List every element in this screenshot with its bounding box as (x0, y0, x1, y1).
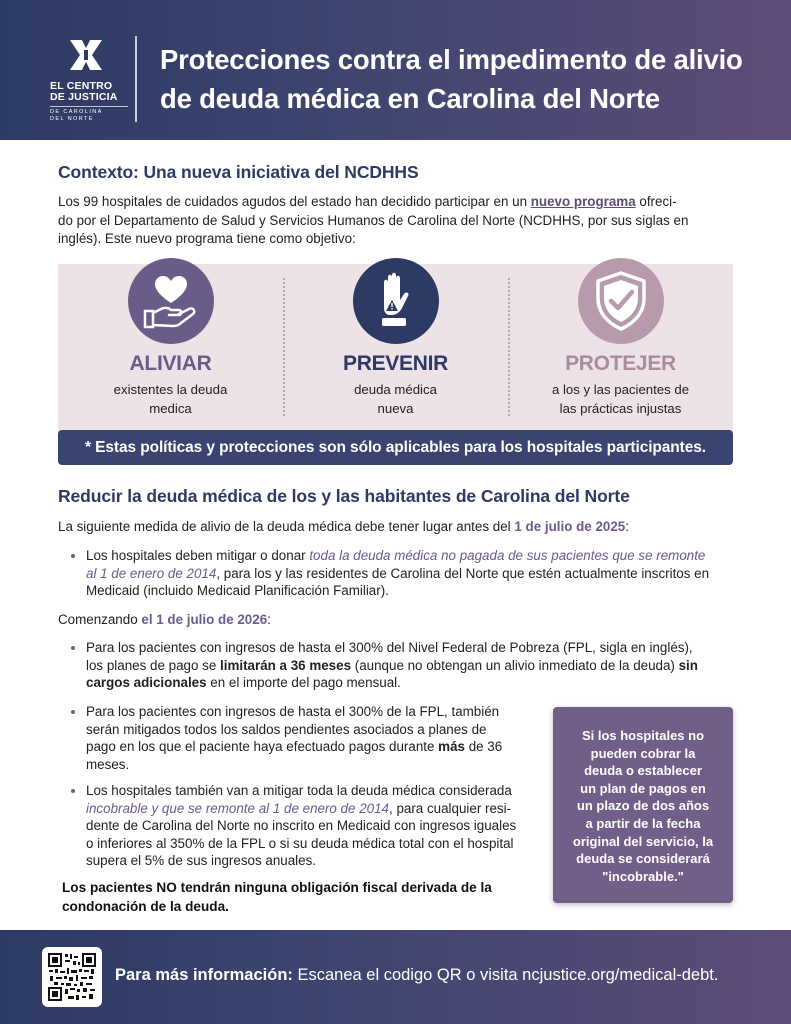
footer-banner (0, 930, 791, 1024)
goals-panel (58, 264, 733, 432)
bullet-text: , para los y las residentes de Carolina del Norte que estén actualmente inscritos en (216, 565, 710, 581)
page-title (160, 40, 760, 118)
bullet-text: en el importe del pago mensual. (206, 675, 401, 690)
bullet-line: Medicaid (incluido Medicaid Planificación Familiar). (86, 583, 389, 598)
bullet-text: Los hospitales deben mitigar o donar (86, 548, 310, 563)
bullet-line: supera el 5% de sus ingresos anuales. (86, 853, 317, 868)
reduce-heading: Reducir la deuda médica de los y las habitantes de Carolina del Norte (58, 486, 630, 506)
callout-line: un plazo de dos años (576, 798, 710, 814)
goal-prevenir (283, 264, 508, 432)
goal-protejer (508, 264, 733, 432)
callout-line: un plan de pagos en (580, 780, 706, 796)
bullet-line (86, 674, 736, 692)
goal-text (283, 380, 508, 418)
bullet-bold: limitarán a 36 meses (220, 657, 352, 673)
page-title-line2: de deuda médica en Carolina del Norte (160, 83, 660, 114)
logo-line2: DE JUSTICIA (50, 91, 118, 103)
start-text: Comenzando (58, 612, 142, 627)
goal-title: PROTEJER (565, 352, 676, 375)
goal-text-line2: nueva (377, 401, 414, 416)
reduce-intro (58, 518, 738, 537)
reduce-intro-text: : (625, 519, 629, 534)
context-line3: inglés). Este nuevo programa tiene como objetivo: (58, 231, 356, 246)
callout-line: original del servicio, la (572, 833, 714, 849)
bullet-line (86, 547, 736, 565)
bullet-line: serán mitigados todos los saldos pendientes asociados a planes de (86, 721, 487, 737)
bullet-bold: sin (678, 657, 698, 673)
bullet-bold: más (438, 739, 465, 754)
page-title-line1: Protecciones contra el impedimento de alivio (160, 44, 743, 75)
list-item (86, 639, 736, 692)
goal-aliviar (58, 264, 283, 432)
start-date: el 1 de julio de 2026 (141, 612, 268, 627)
header-banner (0, 0, 791, 140)
goal-text-line1: existentes la deuda (113, 382, 228, 397)
reduce-intro-text: La siguiente medida de alivio de la deuda médica debe tener lugar antes del (58, 519, 515, 534)
list-item (86, 703, 546, 773)
goal-title: ALIVIAR (129, 352, 212, 375)
goal-title: PREVENIR (343, 352, 448, 375)
bullet-emphasis: al 1 de enero de 2014 (86, 565, 217, 581)
reduce-intro-date: 1 de julio de 2025 (514, 519, 626, 534)
context-text: Los 99 hospitales de cuidados agudos del estado han decidido participar en un (58, 194, 531, 209)
goal-text (58, 380, 283, 418)
context-line2: do por el Departamento de Salud y Servicios Humanos de Carolina del Norte (NCDHHS, por sus siglas en (58, 212, 689, 228)
bullet-emphasis: toda la deuda médica no pagada de sus pacientes que se remonte (309, 548, 706, 563)
qr-code-icon[interactable] (42, 947, 102, 1007)
list-item (86, 547, 736, 600)
goal-text-line1: deuda médica (354, 382, 437, 397)
bullet-line (86, 800, 546, 818)
nuevo-programa-link[interactable]: nuevo programa (530, 194, 636, 209)
logo-mark-icon (68, 38, 104, 72)
logo-sub2: DEL NORTE (50, 116, 94, 122)
bullet-line: Los hospitales también van a mitigar toda la deuda médica considerada (86, 783, 512, 798)
bullet-text: los planes de pago se (86, 657, 221, 673)
list-item (86, 782, 546, 870)
bullet-line: Para los pacientes con ingresos de hasta el 300% de la FPL, también (86, 704, 500, 719)
goal-text-line2: medica (149, 401, 192, 416)
bullet-text: pago en los que el paciente haya efectuado pagos durante (86, 739, 439, 754)
final-line2: condonación de la deuda. (62, 898, 229, 914)
context-line1 (58, 193, 738, 212)
callout-line: a partir de la fecha (585, 815, 701, 831)
callout-line: Si los hospitales no (581, 728, 705, 743)
start-text: : (267, 612, 271, 627)
goal-text (508, 380, 733, 418)
logo-sub (50, 106, 128, 123)
bullet-line (86, 657, 736, 675)
bullet-text: (aunque no obtengan un alivio inmediato de la deuda) (351, 657, 679, 673)
bullet-line (86, 565, 736, 583)
callout-line: "incobrable." (602, 868, 684, 884)
uncollectible-callout (553, 707, 733, 903)
bullet-line: Para los pacientes con ingresos de hasta el 300% del Nivel Federal de Pobreza (FPL, sigla en inglés), (86, 640, 693, 655)
heart-hand-icon (128, 258, 214, 344)
no-tax-obligation-note (62, 879, 542, 916)
bullet-line: meses. (86, 756, 130, 772)
participating-hospitals-note: * Estas políticas y protecciones son sólo aplicables para los hospitales participantes. (58, 430, 733, 465)
callout-line: pueden cobrar la (590, 745, 696, 761)
callout-line: deuda se considerará (576, 851, 710, 867)
bullet-bold: cargos adicionales (86, 675, 207, 690)
bullet-text: de 36 (464, 739, 503, 754)
context-text: ofreci- (635, 194, 677, 209)
logo[interactable] (50, 38, 128, 123)
footer-info (115, 966, 718, 985)
shield-check-icon (578, 258, 664, 344)
stop-hand-warning-icon (353, 258, 439, 344)
logo-line1: EL CENTRO (50, 80, 113, 92)
callout-line: deuda o establecer (584, 763, 702, 779)
header-divider (135, 36, 137, 122)
goal-text-line2: las prácticas injustas (559, 401, 682, 416)
logo-sub1: DE CAROLINA (50, 109, 103, 115)
footer-info-label: Para más información: (115, 966, 293, 984)
context-heading: Contexto: Una nueva iniciativa del NCDHHS (58, 162, 419, 182)
bullet-emphasis: incobrable y que se remonte al 1 de enero de 2014 (86, 800, 389, 816)
final-line1: Los pacientes NO tendrán ninguna obligación fiscal derivada de la (62, 880, 492, 895)
footer-info-text[interactable]: Escanea el codigo QR o visita ncjustice.org/medical-debt. (292, 966, 719, 984)
bullet-text: , para cualquier resi- (389, 800, 512, 816)
context-paragraph (58, 193, 738, 249)
bullet-line: o inferiores al 350% de la FPL o si su deuda médica total con el hospital (86, 835, 514, 851)
start-line (58, 611, 738, 630)
goal-text-line1: a los y las pacientes de (551, 382, 690, 397)
bullet-line (86, 738, 546, 756)
bullet-line: dente de Carolina del Norte no inscrito en Medicaid con ingresos iguales (86, 818, 517, 833)
